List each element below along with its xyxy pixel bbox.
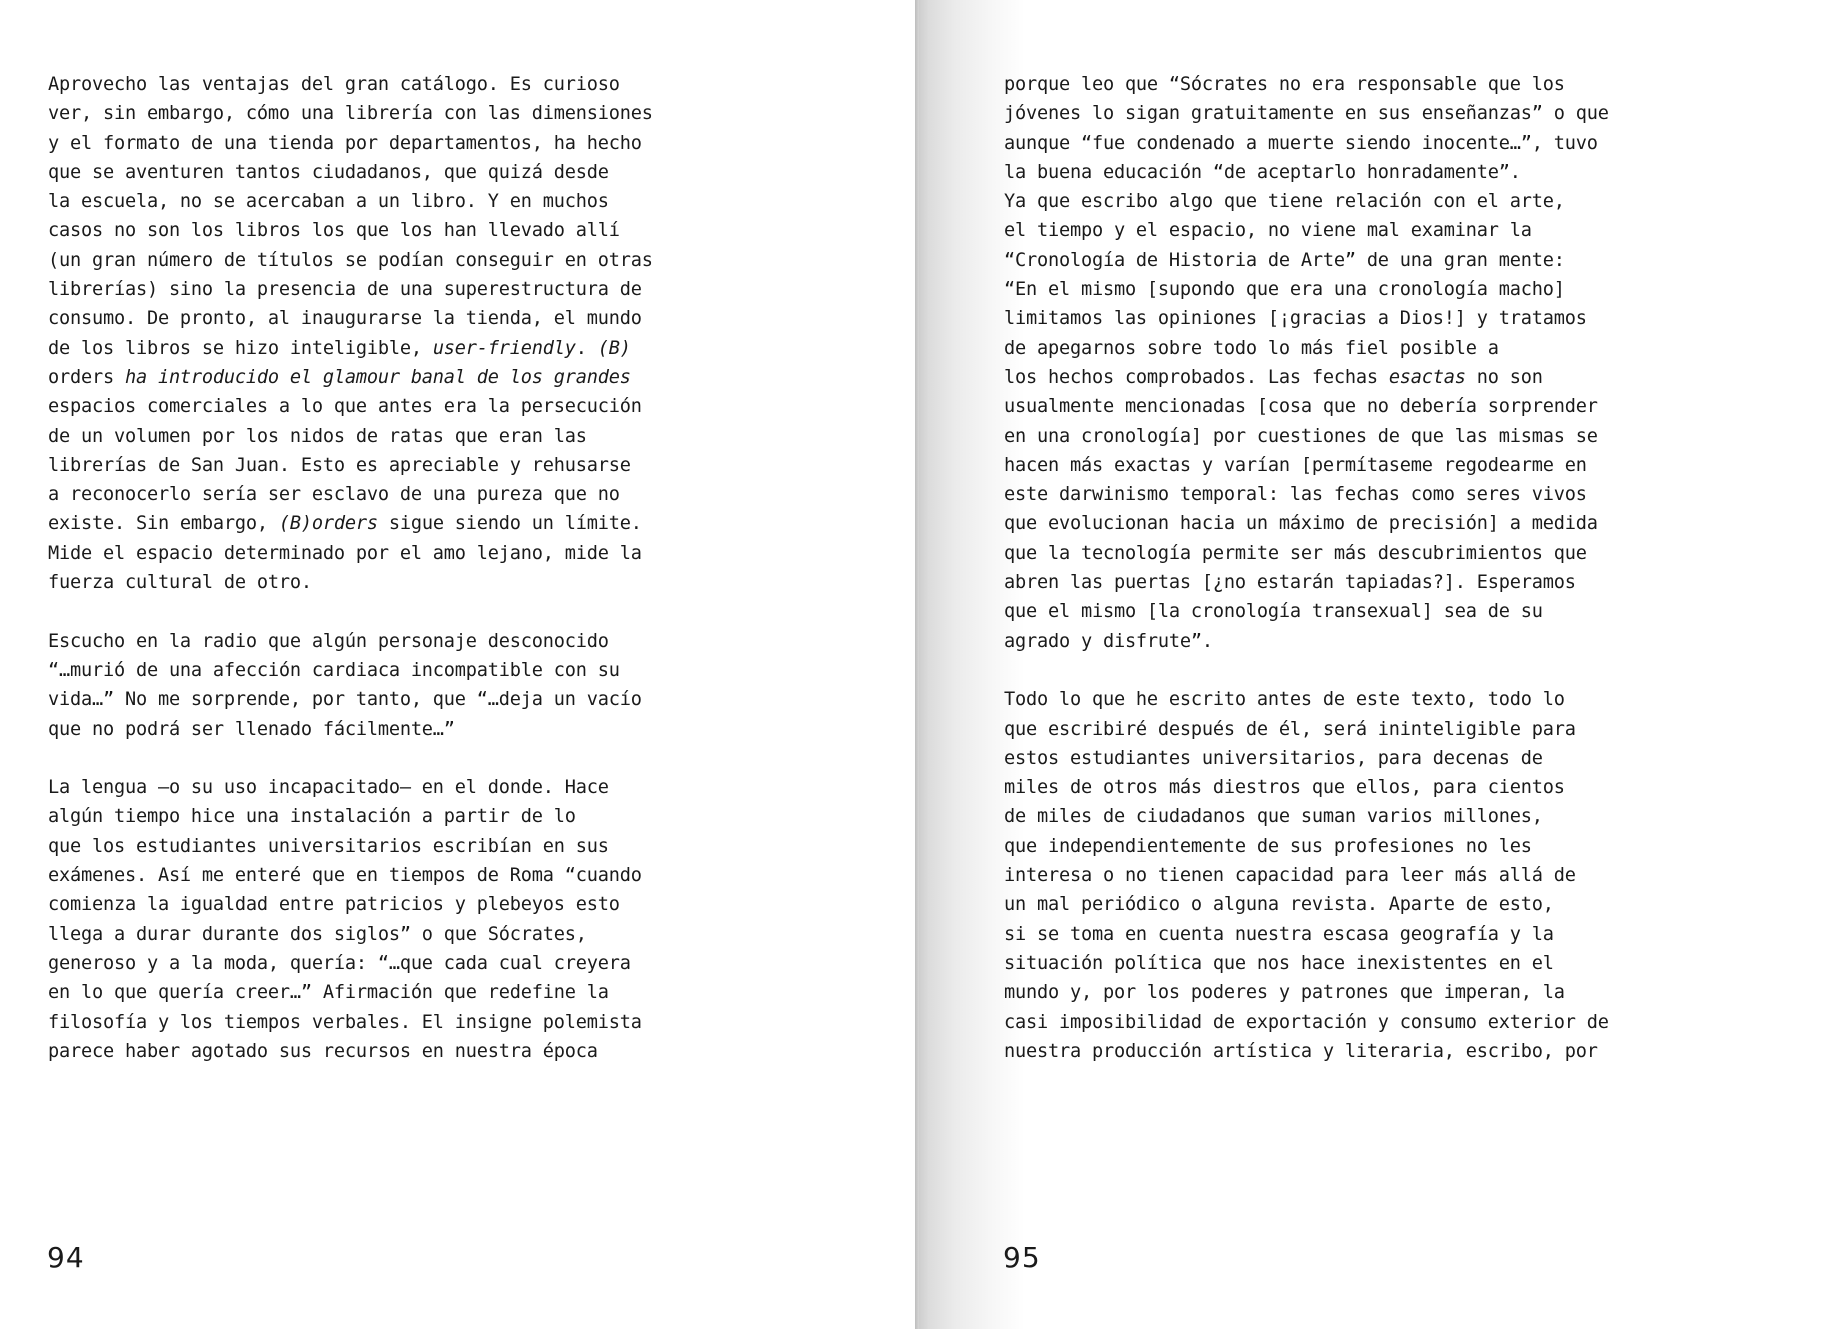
- text-line: [1004, 70, 1824, 99]
- text-segment: si se toma en cuenta nuestra escasa geografía y la: [1004, 923, 1554, 945]
- text-segment: interesa o no tienen capacidad para leer más allá de: [1004, 865, 1576, 887]
- left-page-number: 94: [47, 1241, 85, 1274]
- text-line: [1004, 568, 1824, 597]
- text-line: [48, 187, 908, 216]
- italic-text: user-friendly: [432, 337, 576, 359]
- text-segment: mundo y, por los poderes y patrones que imperan, la: [1004, 982, 1565, 1004]
- text-segment: en una cronología] por cuestiones de que las mismas se: [1004, 425, 1598, 447]
- text-line: [1004, 275, 1824, 304]
- text-segment: situación política que nos hace inexistentes en el: [1004, 952, 1554, 974]
- text-line: [48, 1008, 908, 1037]
- text-line: [48, 539, 908, 568]
- text-segment: Todo lo que he escrito antes de este texto, todo lo: [1004, 689, 1565, 711]
- text-segment: de los libros se hizo inteligible,: [48, 337, 433, 359]
- text-line: [1004, 158, 1824, 187]
- text-line: [48, 715, 908, 744]
- text-line: [48, 773, 908, 802]
- text-segment: la escuela, no se acercaban a un libro. Y en muchos: [48, 191, 609, 213]
- text-segment: a reconocerlo sería ser esclavo de una pureza que no: [48, 484, 620, 506]
- text-segment: un mal periódico o alguna revista. Aparte de esto,: [1004, 894, 1554, 916]
- text-line: [48, 422, 908, 451]
- text-segment: limitamos las opiniones [¡gracias a Dios!] y tratamos: [1004, 308, 1587, 330]
- text-line: [1004, 509, 1824, 538]
- text-line: [48, 480, 908, 509]
- text-line: [48, 890, 908, 919]
- text-segment: “En el mismo [supondo que era una cronología macho]: [1004, 279, 1565, 301]
- text-segment: no son: [1465, 366, 1543, 388]
- text-segment: espacios comerciales a lo que antes era la persecución: [48, 396, 642, 418]
- text-line: [1004, 1008, 1824, 1037]
- text-segment: los hechos comprobados. Las fechas: [1004, 366, 1389, 388]
- text-line: [48, 216, 908, 245]
- italic-text: (B)orders: [278, 513, 378, 535]
- text-line: [1004, 480, 1824, 509]
- text-line: [48, 158, 908, 187]
- paragraph: [48, 70, 908, 597]
- right-page: [915, 0, 1831, 1329]
- text-line: [1004, 334, 1824, 363]
- text-segment: La lengua —o su uso incapacitado— en el donde. Hace: [48, 777, 609, 799]
- text-line: [48, 949, 908, 978]
- text-line: [1004, 861, 1824, 890]
- text-segment: de miles de ciudadanos que suman varios millones,: [1004, 806, 1543, 828]
- text-line: [1004, 802, 1824, 831]
- text-line: [48, 246, 908, 275]
- text-segment: Aprovecho las ventajas del gran catálogo. Es curioso: [48, 74, 620, 95]
- text-segment: agrado y disfrute”.: [1004, 630, 1213, 652]
- left-page: [0, 0, 915, 1329]
- text-segment: librerías) sino la presencia de una superestructura de: [48, 279, 642, 301]
- text-segment: la buena educación “de aceptarlo honradamente”.: [1004, 161, 1521, 183]
- text-line: [1004, 363, 1824, 392]
- text-segment: .: [575, 337, 598, 359]
- text-segment: Mide el espacio determinado por el amo lejano, mide la: [48, 542, 642, 564]
- text-line: [48, 1037, 908, 1066]
- text-line: [1004, 949, 1824, 978]
- text-line: [1004, 216, 1824, 245]
- text-line: [1004, 99, 1824, 128]
- text-segment: que no podrá ser llenado fácilmente…”: [48, 718, 455, 740]
- text-line: [1004, 832, 1824, 861]
- text-segment: aunque “fue condenado a muerte siendo inocente…”, tuvo: [1004, 132, 1598, 154]
- paragraph: [48, 773, 908, 1066]
- text-line: [48, 99, 908, 128]
- text-segment: que se aventuren tantos ciudadanos, que quizá desde: [48, 161, 609, 183]
- text-segment: fuerza cultural de otro.: [48, 572, 312, 594]
- text-segment: (un gran número de títulos se podían conseguir en otras: [48, 249, 653, 271]
- text-segment: y el formato de una tienda por departamentos, ha hecho: [48, 132, 642, 154]
- text-line: [1004, 978, 1824, 1007]
- text-line: [1004, 685, 1824, 714]
- text-line: [1004, 597, 1824, 626]
- italic-text: (B): [597, 337, 631, 359]
- text-line: [1004, 920, 1824, 949]
- left-page-text: [48, 70, 908, 1095]
- text-line: [48, 70, 908, 99]
- text-segment: “Cronología de Historia de Arte” de una gran mente:: [1004, 249, 1565, 271]
- text-line: [48, 978, 908, 1007]
- text-line: [48, 568, 908, 597]
- text-segment: porque leo que “Sócrates no era responsable que los: [1004, 74, 1565, 95]
- text-line: [48, 861, 908, 890]
- text-line: [1004, 539, 1824, 568]
- text-segment: que la tecnología permite ser más descubrimientos que: [1004, 542, 1587, 564]
- text-segment: ver, sin embargo, cómo una librería con las dimensiones: [48, 103, 653, 125]
- text-segment: “…murió de una afección cardiaca incompatible con su: [48, 659, 620, 681]
- text-line: [1004, 451, 1824, 480]
- text-line: [1004, 1037, 1824, 1066]
- text-segment: miles de otros más diestros que ellos, para cientos: [1004, 777, 1565, 799]
- text-segment: el tiempo y el espacio, no viene mal examinar la: [1004, 220, 1532, 242]
- text-segment: generoso y a la moda, quería: “…que cada cual creyera: [48, 952, 631, 974]
- text-segment: en lo que quería creer…” Afirmación que redefine la: [48, 982, 609, 1004]
- text-segment: orders: [48, 366, 114, 388]
- text-segment: comienza la igualdad entre patricios y plebeyos esto: [48, 894, 620, 916]
- text-line: [48, 627, 908, 656]
- text-segment: llega a durar durante dos siglos” o que Sócrates,: [48, 923, 587, 945]
- text-segment: nuestra producción artística y literaria, escribo, por: [1004, 1040, 1598, 1062]
- text-segment: de apegarnos sobre todo lo más fiel posible a: [1004, 337, 1499, 359]
- text-line: [48, 363, 908, 392]
- text-line: [48, 392, 908, 421]
- text-segment: librerías de San Juan. Esto es apreciable y rehusarse: [48, 454, 631, 476]
- text-segment: vida…” No me sorprende, por tanto, que “…deja un vacío: [48, 689, 642, 711]
- text-segment: exámenes. Así me enteré que en tiempos de Roma “cuando: [48, 865, 642, 887]
- paragraph: [1004, 70, 1824, 656]
- text-line: [1004, 187, 1824, 216]
- text-line: [48, 451, 908, 480]
- text-segment: casos no son los libros los que los han llevado allí: [48, 220, 620, 242]
- text-line: [1004, 715, 1824, 744]
- italic-text: esactas: [1388, 366, 1466, 388]
- book-gutter: [915, 0, 919, 1329]
- text-segment: de un volumen por los nidos de ratas que eran las: [48, 425, 587, 447]
- right-page-text: [1004, 70, 1824, 1095]
- italic-text: ha introducido el glamour banal de los grandes: [113, 366, 631, 388]
- text-line: [1004, 890, 1824, 919]
- text-segment: consumo. De pronto, al inaugurarse la tienda, el mundo: [48, 308, 642, 330]
- text-segment: que evolucionan hacia un máximo de precisión] a medida: [1004, 513, 1598, 535]
- text-line: [48, 304, 908, 333]
- text-segment: casi imposibilidad de exportación y consumo exterior de: [1004, 1011, 1609, 1033]
- text-line: [48, 334, 908, 363]
- text-segment: abren las puertas [¿no estarán tapiadas?]. Esperamos: [1004, 572, 1576, 594]
- text-line: [1004, 129, 1824, 158]
- text-line: [48, 275, 908, 304]
- text-segment: sigue siendo un límite.: [377, 513, 642, 535]
- text-segment: Escucho en la radio que algún personaje desconocido: [48, 630, 609, 652]
- text-segment: estos estudiantes universitarios, para decenas de: [1004, 747, 1543, 769]
- text-segment: que el mismo [la cronología transexual] sea de su: [1004, 601, 1543, 623]
- text-segment: existe. Sin embargo,: [48, 513, 279, 535]
- text-segment: que los estudiantes universitarios escribían en sus: [48, 835, 609, 857]
- text-segment: algún tiempo hice una instalación a partir de lo: [48, 806, 576, 828]
- text-segment: filosofía y los tiempos verbales. El insigne polemista: [48, 1011, 642, 1033]
- paragraph: [1004, 685, 1824, 1066]
- text-line: [48, 656, 908, 685]
- text-line: [1004, 773, 1824, 802]
- text-line: [48, 920, 908, 949]
- text-line: [1004, 392, 1824, 421]
- text-line: [48, 129, 908, 158]
- text-line: [1004, 304, 1824, 333]
- text-segment: hacen más exactas y varían [permítaseme regodearme en: [1004, 454, 1587, 476]
- text-line: [48, 802, 908, 831]
- text-segment: jóvenes lo sigan gratuitamente en sus enseñanzas” o que: [1004, 103, 1609, 125]
- text-line: [48, 509, 908, 538]
- paragraph: [48, 627, 908, 744]
- right-page-number: 95: [1003, 1241, 1041, 1274]
- text-line: [48, 685, 908, 714]
- text-line: [1004, 422, 1824, 451]
- text-segment: que escribiré después de él, será ininteligible para: [1004, 718, 1576, 740]
- text-line: [48, 832, 908, 861]
- text-segment: usualmente mencionadas [cosa que no debería sorprender: [1004, 396, 1598, 418]
- text-line: [1004, 627, 1824, 656]
- text-segment: Ya que escribo algo que tiene relación con el arte,: [1004, 191, 1565, 213]
- text-segment: que independientemente de sus profesiones no les: [1004, 835, 1532, 857]
- text-segment: este darwinismo temporal: las fechas como seres vivos: [1004, 484, 1587, 506]
- text-line: [1004, 246, 1824, 275]
- text-segment: parece haber agotado sus recursos en nuestra época: [48, 1040, 598, 1062]
- text-line: [1004, 744, 1824, 773]
